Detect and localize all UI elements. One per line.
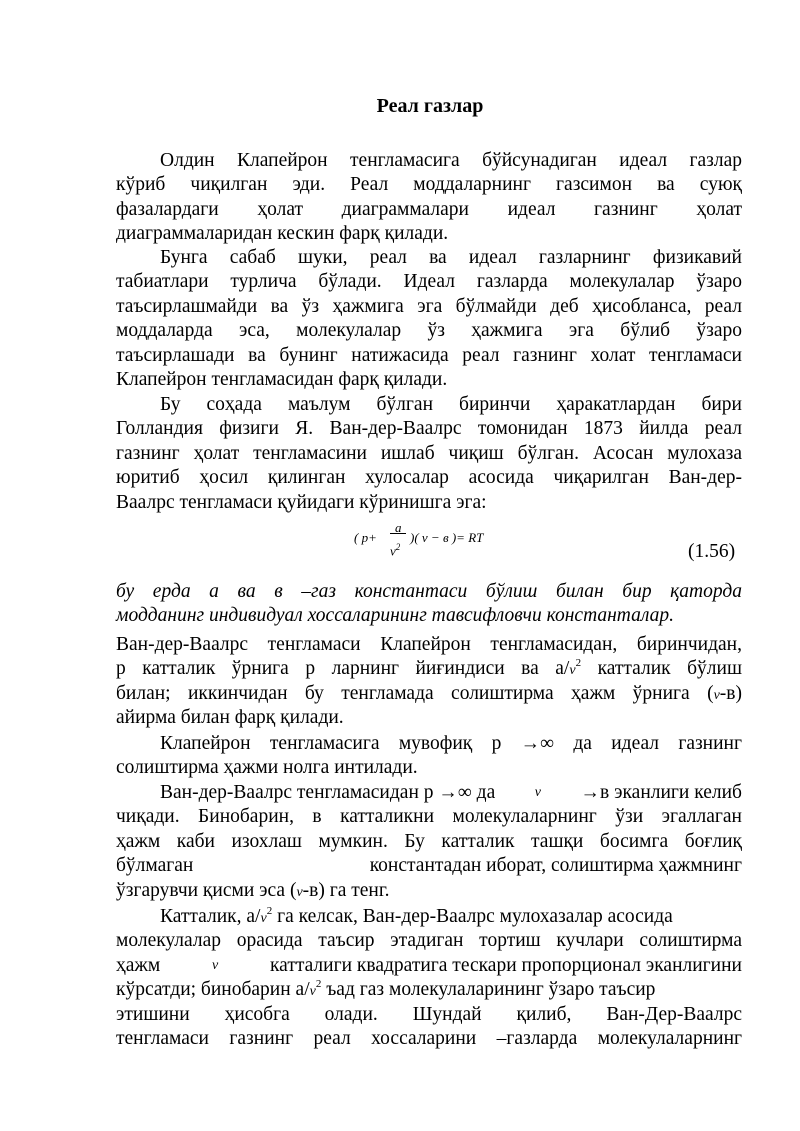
- paragraph-7: [116, 905, 742, 1051]
- van-der-waals-equation: [354, 516, 554, 559]
- text-line: газнинг ҳолат тенгламасини ишлаб чиқиш бўлган. Асосан мулохаза: [116, 442, 742, 464]
- paragraph-3: [116, 393, 742, 515]
- text-line: табиатлари турлича бўлади. Идеал газларда молекулалар ўзаро: [116, 271, 742, 293]
- text-line: бўлмаган константадан иборат, солиштирма ҳажмнинг: [116, 855, 742, 877]
- paragraph-2: [116, 246, 742, 392]
- text-line: бу ерда а ва в –газ константаси бўлиш билан бир қаторда: [116, 581, 742, 602]
- text-line: Катталик, $а/\nu^2$ га келсак, Ван-дер-Ваалрс мулохазалар асосида: [160, 905, 673, 927]
- text-line: юритиб ҳосил қилинган хулосалар асосида чиқарилган Ван-дер-: [116, 467, 742, 489]
- text-line: фазалардаги ҳолат диаграммалари идеал газнинг ҳолат: [116, 198, 742, 220]
- text-line: Бунга сабаб шуки, реал ва идеал газларнинг физикавий: [160, 247, 742, 268]
- text-line: ҳажм каби изохлаш мумкин. Бу катталик ташқи босимга боғлиқ: [116, 830, 742, 852]
- equation-number: (1.56): [688, 541, 736, 562]
- fraction-bar: [390, 533, 406, 534]
- text-line: диаграммаларидан кескин фарқ қилади.: [116, 223, 449, 245]
- text-line: чиқади. Бинобарин, в катталикни молекулаларнинг ўзи эгаллаган: [116, 806, 742, 828]
- text-line: молекулалар орасида таъсир этадиган тортиш кучлари солиштирма: [116, 930, 742, 952]
- equation-denominator: $v^2$: [390, 542, 401, 559]
- text-line: Клапейрон тенгламасидан фарқ қилади.: [116, 368, 448, 390]
- text-line: моддаларда эса, молекулалар ўз ҳажмига эга бўлиб ўзаро: [116, 320, 742, 342]
- equation-right: )( v − в )= RT: [410, 530, 484, 545]
- equation-left: ( p+: [354, 530, 377, 545]
- text-line: Ван-дер-Ваалрс тенгламасидан р →∞ да ν →в эканлиги келиб: [160, 782, 742, 803]
- text-line: ҳажм ν катталиги квадратига тескари пропорционал эканлигини: [116, 954, 742, 976]
- text-line: Ван-дер-Ваалрс тенгламаси Клапейрон тенгламасидан, биринчидан,: [116, 634, 742, 655]
- text-line: Олдин Клапейрон тенгламасига бўйсунадиган идеал газлар: [160, 150, 742, 171]
- text-line: Бу соҳада маълум бўлган биринчи ҳаракатлардан бири: [160, 394, 742, 415]
- page-title: Реал газлар: [376, 95, 484, 117]
- text-line: кўриб чиқилган эди. Реал моддаларнинг газсимон ва суюқ: [116, 174, 742, 196]
- text-line: Голландия физиги Я. Ван-дер-Ваалрс томонидан 1873 йилда реал: [116, 418, 742, 440]
- paragraph-5: [116, 732, 742, 781]
- paragraph-1: [116, 149, 742, 247]
- equation-numerator: a: [395, 520, 402, 535]
- paragraph-4: [116, 633, 742, 731]
- text-line: ўзгарувчи қисми эса (ν-в) га тенг.: [116, 879, 390, 901]
- text-line: кўрсатди; бинобарин $а/\nu^2$ ъад газ молекулаларининг ўзаро таъсир: [116, 978, 656, 1001]
- italic-paragraph: [116, 580, 742, 629]
- text-line: р катталик ўрнига р ларнинг йиғиндиси ва $а/\nu^2$ катталик бўлиш: [116, 657, 742, 680]
- text-line: тенгламаси газнинг реал хоссаларини –газларда молекулаларнинг: [116, 1027, 742, 1049]
- paragraph-6: [116, 781, 742, 903]
- text-line: солиштирма ҳажми нолга интилади.: [116, 757, 418, 779]
- text-line: таъсирлашади ва бунинг натижасида реал газнинг холат тенгламаси: [116, 344, 742, 366]
- text-line: Ваалрс тенгламаси қуйидаги кўринишга эга:: [116, 491, 487, 513]
- text-line: айирма билан фарқ қилади.: [116, 707, 344, 729]
- text-line: модданинг индивидуал хоссаларининг тавсифловчи константалар.: [116, 605, 674, 627]
- text-line: этишини ҳисобга олади. Шундай қилиб, Ван-Дер-Ваалрс: [116, 1003, 742, 1025]
- text-line: билан; иккинчидан бу тенгламада солиштирма ҳажм ўрнига (ν-в): [116, 682, 742, 704]
- text-line: Клапейрон тенгламасига мувофиқ р →∞ да идеал газнинг: [160, 733, 742, 754]
- text-line: таъсирлашмайди ва ўз ҳажмига эга бўлмайди деб ҳисобланса, реал: [116, 295, 742, 317]
